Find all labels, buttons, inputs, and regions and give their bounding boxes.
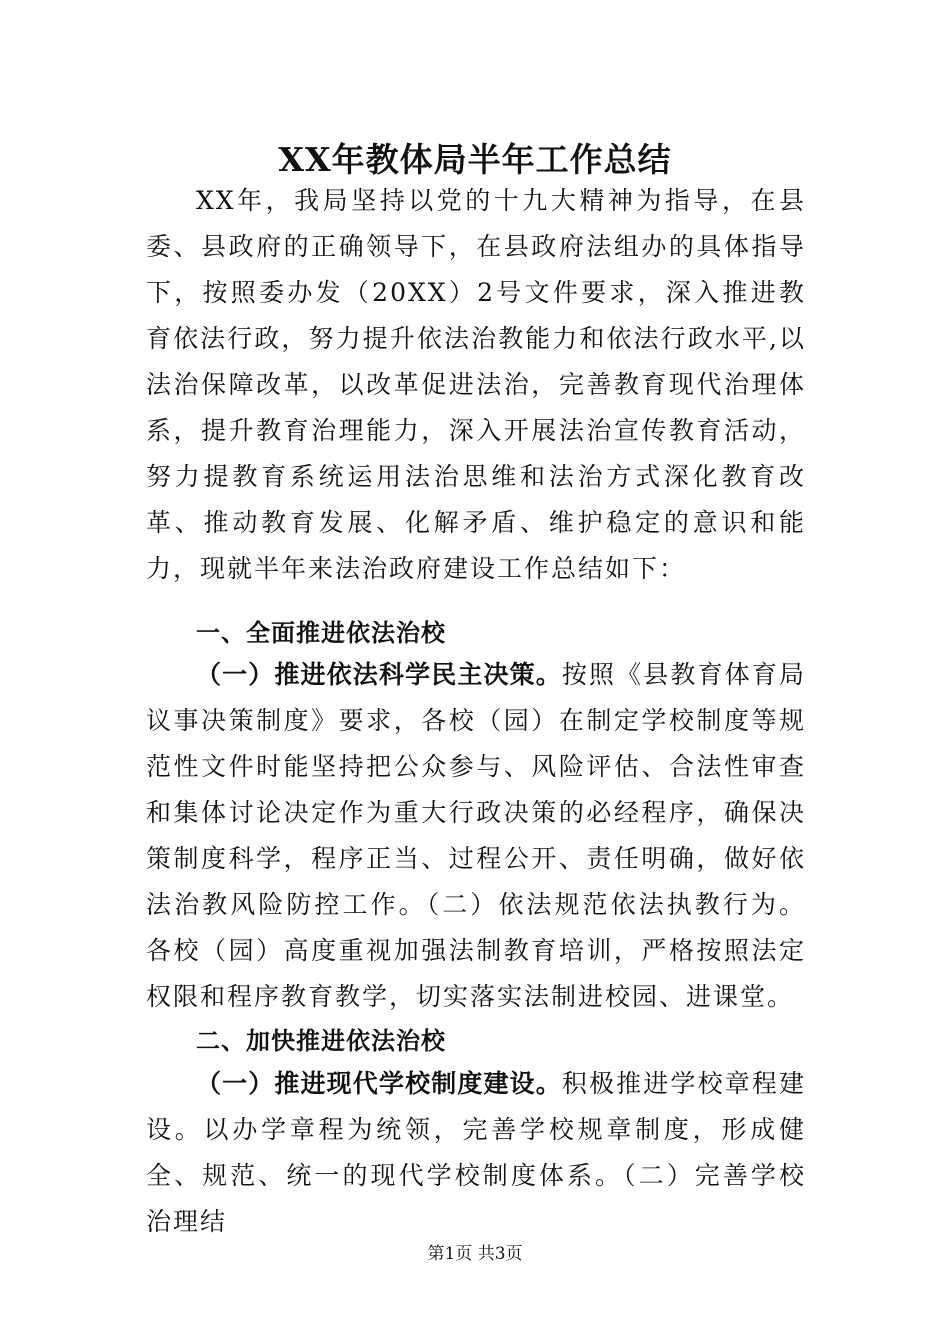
section-heading-1: 一、全面推进依法治校 bbox=[196, 619, 446, 647]
document-title: XX年教体局半年工作总结 bbox=[278, 140, 672, 179]
section-2-lead: （一）推进现代学校制度建设。 bbox=[196, 1069, 562, 1098]
section-1-paragraph bbox=[146, 652, 806, 1020]
section-2-paragraph bbox=[146, 1061, 806, 1245]
intro-paragraph: XX年，我局坚持以党的十九大精神为指导，在县委、县政府的正确领导下，在县政府法组办的具体指导下，按照委办发（20XX）2号文件要求，深入推进教育依法行政，努力提升依法治教能力和依法行政水平,以法治保障改革，以改革促进法治，完善教育现代治理体系，提升教育治理能力，深入开展法治宣传教育活动，努力提教育系统运用法治思维和法治方式深化教育改革、推动教育发展、化解矛盾、维护稳定的意识和能力，现就半年来法治政府建设工作总结如下： bbox=[146, 186, 806, 583]
section-1-text: 按照《县教育体育局议事决策制度》要求，各校（园）在制定学校制度等规范性文件时能坚持把公众参与、风险评估、合法性审查和集体讨论决定作为重大行政决策的必经程序，确保决策制度科学，程序正当、过程公开、责任明确，做好依法治教风险防控工作。（二）依法规范依法执教行为。各校（园）高度重视加强法制教育培训，严格按照法定权限和程序教育教学，切实落实法制进校园、进课堂。 bbox=[146, 660, 806, 1011]
page-footer: 第1页 共3页 bbox=[427, 1244, 523, 1264]
section-1-lead: （一）推进依法科学民主决策。 bbox=[196, 660, 562, 689]
section-2-text: 积极推进学校章程建设。以办学章程为统领，完善学校规章制度，形成健全、规范、统一的现代学校制度体系。（二）完善学校治理结 bbox=[146, 1069, 806, 1236]
section-heading-2: 二、加快推进依法治校 bbox=[196, 1027, 446, 1055]
